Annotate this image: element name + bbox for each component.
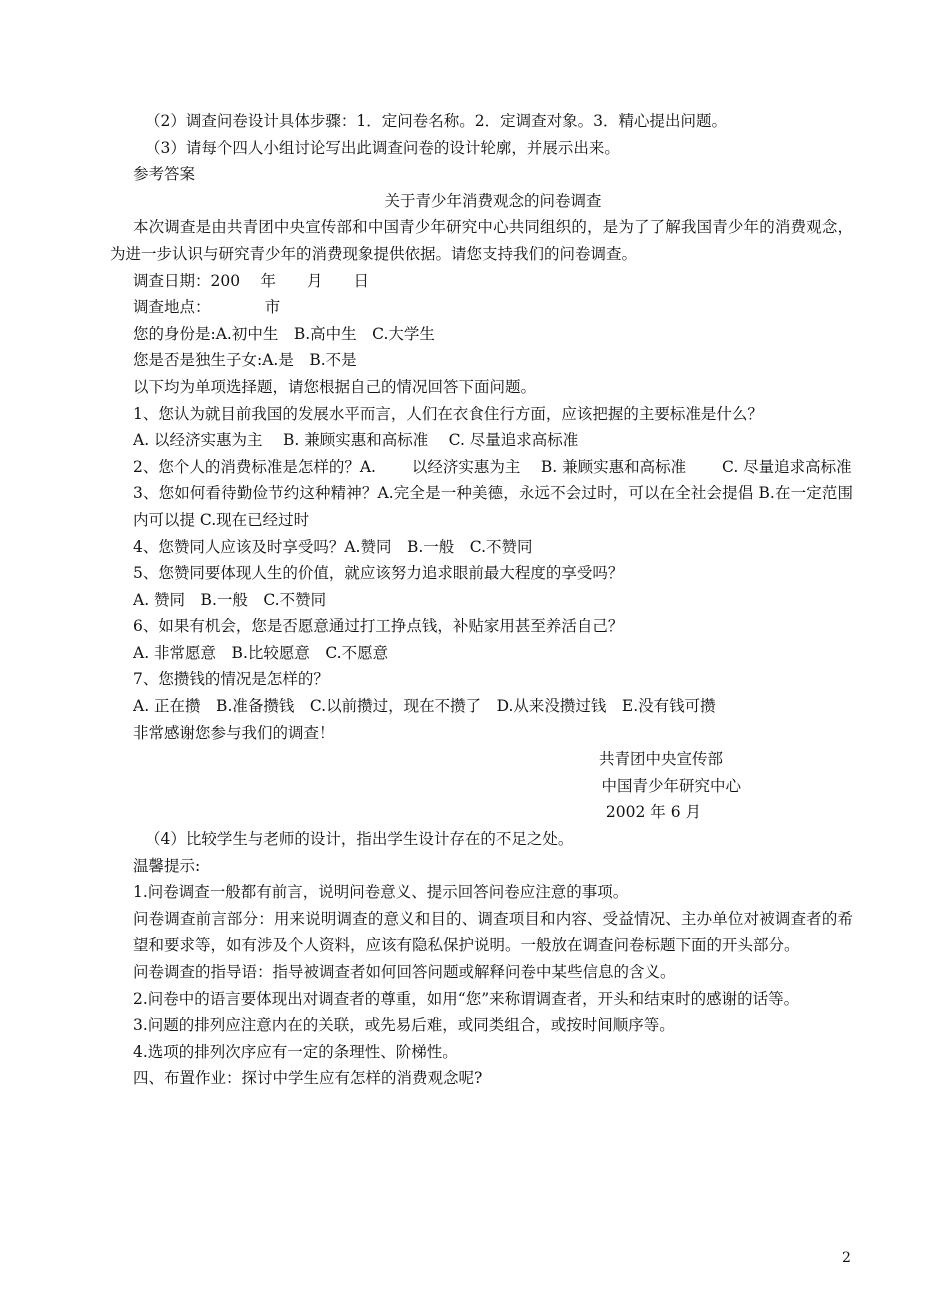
homework-line: 四、布置作业：探讨中学生应有怎样的消费观念呢? (133, 1069, 483, 1088)
question-7: 7、您攒钱的情况是怎样的？ (133, 670, 329, 689)
question-3: 3、您如何看待勤俭节约这种精神？A.完全是一种美德，永远不会过时，可以在全社会提倡 B.在一定范围内可以提 C.现在已经过时 (133, 484, 853, 529)
question-5: 5、您赞同要体现人生的价值，就应该努力追求眼前最大程度的享受吗？ (133, 564, 624, 583)
only-child-question: 您是否是独生子女:A.是 B.不是 (133, 351, 357, 370)
question-4: 4、您赞同人应该及时享受吗？A.赞同 B.一般 C.不赞同 (133, 537, 533, 556)
tip-2: 2.问卷中的语言要体现出对调查者的尊重，如用“您”来称谓调查者，开头和结束时的感谢的话等。 (133, 989, 800, 1008)
survey-title: 关于青少年消费观念的问卷调查 (384, 191, 602, 210)
tip-1-detail: 问卷调查前言部分：用来说明调查的意义和目的、调查项目和内容、受益情况、主办单位对被调查者的希望和要求等，如有涉及个人资料，应该有隐私保护说明。一般放在调查问卷标题下面的开头部分。 (133, 909, 853, 955)
question-7-options: A. 正在攒 B.准备攒钱 C.以前攒过，现在不攒了 D.从来没攒过钱 E.没有钱可攒 (133, 697, 716, 716)
page-number: 2 (842, 1250, 851, 1266)
signature-organization-2: 中国青少年研究中心 (601, 776, 741, 795)
survey-date-line: 调查日期：200 年 月 日 (133, 271, 370, 290)
question-2: 2、您个人的消费标准是怎样的？A. 以经济实惠为主 B. 兼顾实惠和高标准 C. 尽量追求高标准 (133, 457, 852, 476)
tip-1-guide: 问卷调查的指导语：指导被调查者如何回答问题或解释问卷中某些信息的含义。 (133, 963, 676, 981)
instruction-line: 以下均为单项选择题，请您根据自己的情况回答下面问题。 (133, 377, 537, 396)
survey-location-line: 调查地点： 市 (133, 298, 281, 317)
tip-1: 1.问卷调查一般都有前言，说明问卷意义、提示回答问卷应注意的事项。 (133, 883, 629, 902)
tip-3: 3.问题的排列应注意内在的关联，或先易后难，或同类组合，或按时间顺序等。 (133, 1016, 675, 1035)
thanks-line: 非常感谢您参与我们的调查！ (133, 723, 335, 742)
question-1: 1、您认为就目前我国的发展水平而言，人们在衣食住行方面，应该把握的主要标准是什么？ (133, 404, 763, 423)
signature-date: 2002 年 6 月 (605, 803, 701, 822)
tip-4: 4.选项的排列次序应有一定的条理性、阶梯性。 (133, 1042, 458, 1061)
question-5-options: A. 赞同 B.一般 C.不赞同 (133, 590, 327, 609)
page-content (110, 108, 853, 1092)
step-2-line: （2）调查问卷设计具体步骤：1．定问卷名称。2．定调查对象。3．精心提出问题。 (145, 112, 727, 130)
tips-heading: 温馨提示: (133, 856, 201, 875)
identity-question: 您的身份是:A.初中生 B.高中生 C.大学生 (133, 324, 435, 343)
step-4-line: （4）比较学生与老师的设计，指出学生设计存在的不足之处。 (145, 830, 574, 849)
question-6-options: A. 非常愿意 B.比较愿意 C.不愿意 (133, 643, 389, 662)
question-6: 6、如果有机会，您是否愿意通过打工挣点钱，补贴家用甚至养活自己？ (133, 617, 624, 636)
signature-organization-1: 共青团中央宣传部 (598, 750, 723, 769)
step-3-line: （3）请每个四人小组讨论写出此调查问卷的设计轮廓，并展示出来。 (145, 138, 620, 157)
survey-intro: 本次调查是由共青团中央宣传部和中国青少年研究中心共同组织的，是为了了解我国青少年的消费观念，为进一步认识与研究青少年的消费现象提供依据。请您支持我们的问卷调查。 (110, 218, 853, 263)
reference-answer-label: 参考答案 (133, 165, 196, 184)
question-1-options: A. 以经济实惠为主 B. 兼顾实惠和高标准 C. 尽量追求高标准 (133, 431, 579, 450)
